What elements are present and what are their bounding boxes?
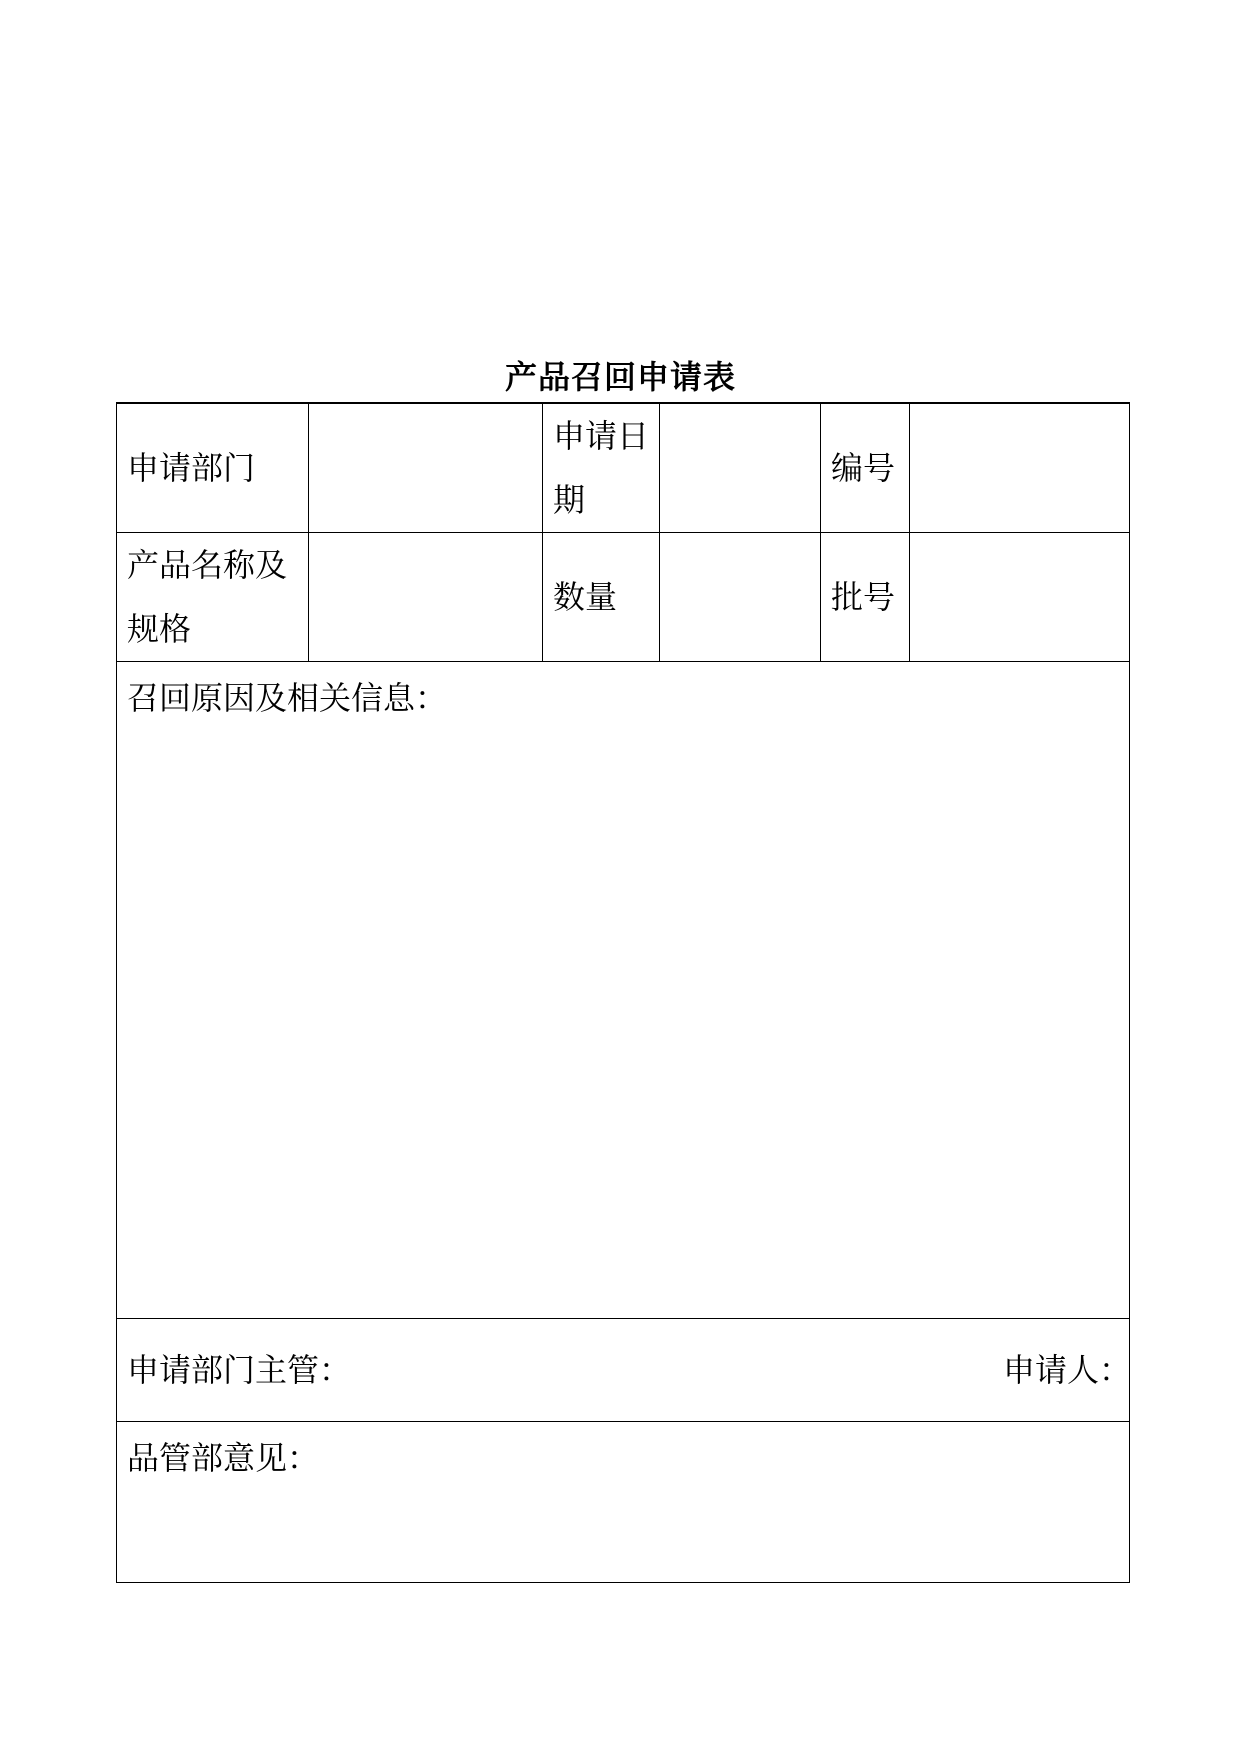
form-row-recall-reason	[117, 662, 1130, 1319]
recall-application-form	[116, 402, 1130, 1583]
applicant-label[interactable]: 申请人：	[1002, 1351, 1131, 1389]
form-row-qc-opinion	[117, 1422, 1130, 1583]
qc-opinion-field[interactable]	[117, 1422, 1130, 1583]
batch-number-label: 批号	[821, 533, 910, 662]
signature-wrap	[127, 1319, 1131, 1421]
page-title: 产品召回申请表	[504, 358, 736, 396]
recall-reason-label: 召回原因及相关信息：	[127, 679, 448, 717]
apply-date-field[interactable]	[660, 403, 821, 533]
product-name-spec-field[interactable]	[309, 533, 543, 662]
form-row-department	[117, 403, 1130, 533]
recall-reason-field[interactable]	[117, 662, 1130, 1319]
product-name-spec-label: 产品名称及规格	[117, 533, 309, 662]
form-row-signatures	[117, 1319, 1130, 1422]
quantity-label: 数量	[543, 533, 660, 662]
apply-date-label: 申请日期	[543, 403, 660, 533]
serial-number-label: 编号	[821, 403, 910, 533]
quantity-field[interactable]	[660, 533, 821, 662]
dept-supervisor-label[interactable]: 申请部门主管：	[127, 1351, 352, 1389]
department-field[interactable]	[309, 403, 543, 533]
qc-opinion-label: 品管部意见：	[127, 1439, 320, 1477]
form-row-product	[117, 533, 1130, 662]
department-label: 申请部门	[117, 403, 309, 533]
serial-number-field[interactable]	[910, 403, 1130, 533]
batch-number-field[interactable]	[910, 533, 1130, 662]
signature-cell	[117, 1319, 1130, 1422]
